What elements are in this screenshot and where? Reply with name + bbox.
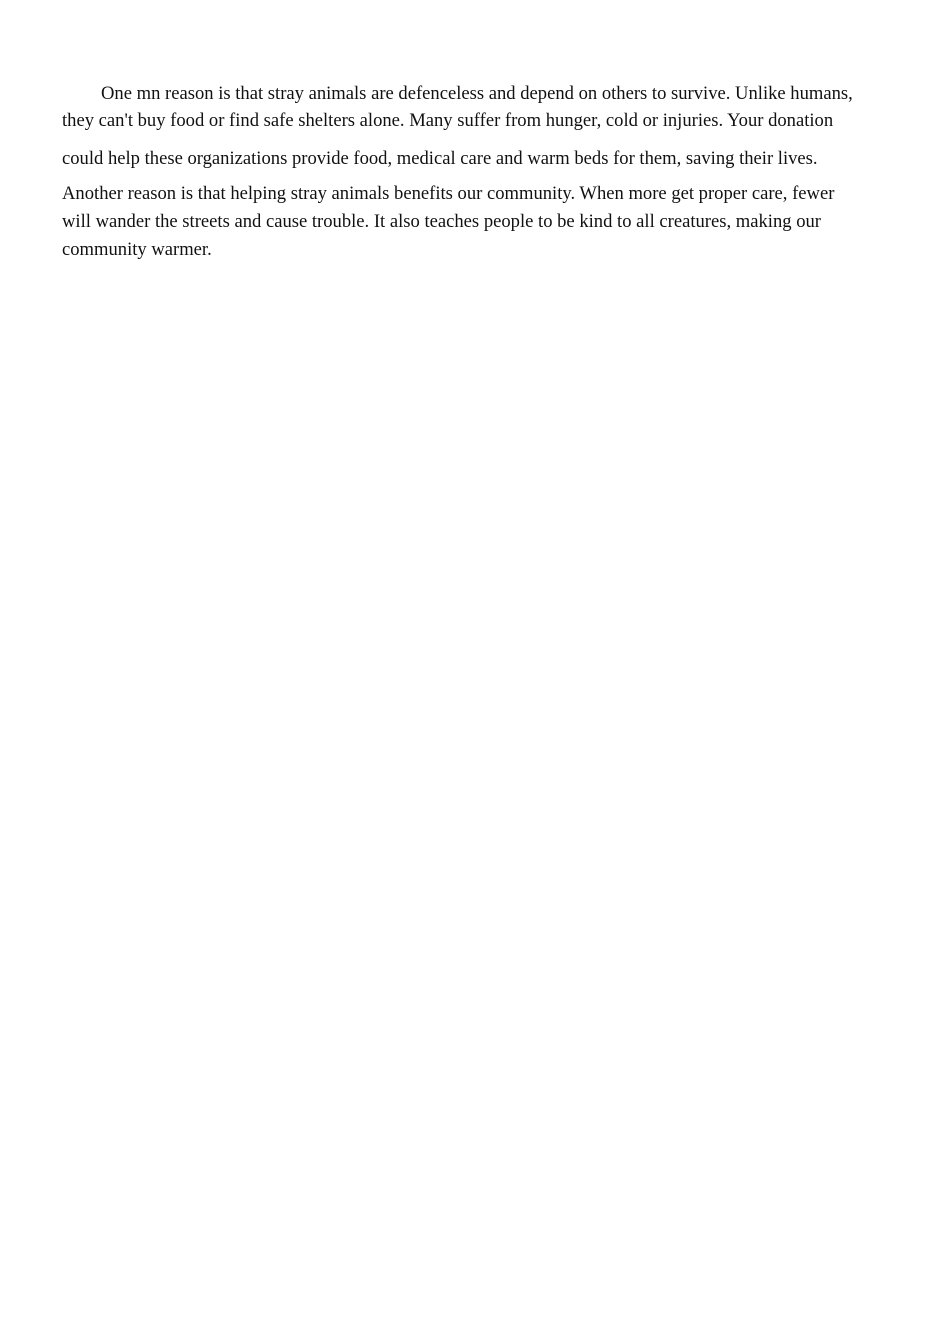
text-line: could help these organizations provide food, medical care and warm beds for them, saving their lives. bbox=[62, 148, 818, 169]
text-line: One mn reason is that stray animals are defenceless and depend on others to survive. Unlike humans, bbox=[101, 83, 853, 104]
text-line: they can't buy food or find safe shelters alone. Many suffer from hunger, cold or injuries. Your donation bbox=[62, 110, 834, 131]
text-line: Another reason is that helping stray animals benefits our community. When more get proper care, fewer bbox=[62, 183, 835, 204]
text-line: will wander the streets and cause trouble. It also teaches people to be kind to all creatures, making our bbox=[62, 211, 821, 232]
text-line: community warmer. bbox=[62, 239, 212, 260]
